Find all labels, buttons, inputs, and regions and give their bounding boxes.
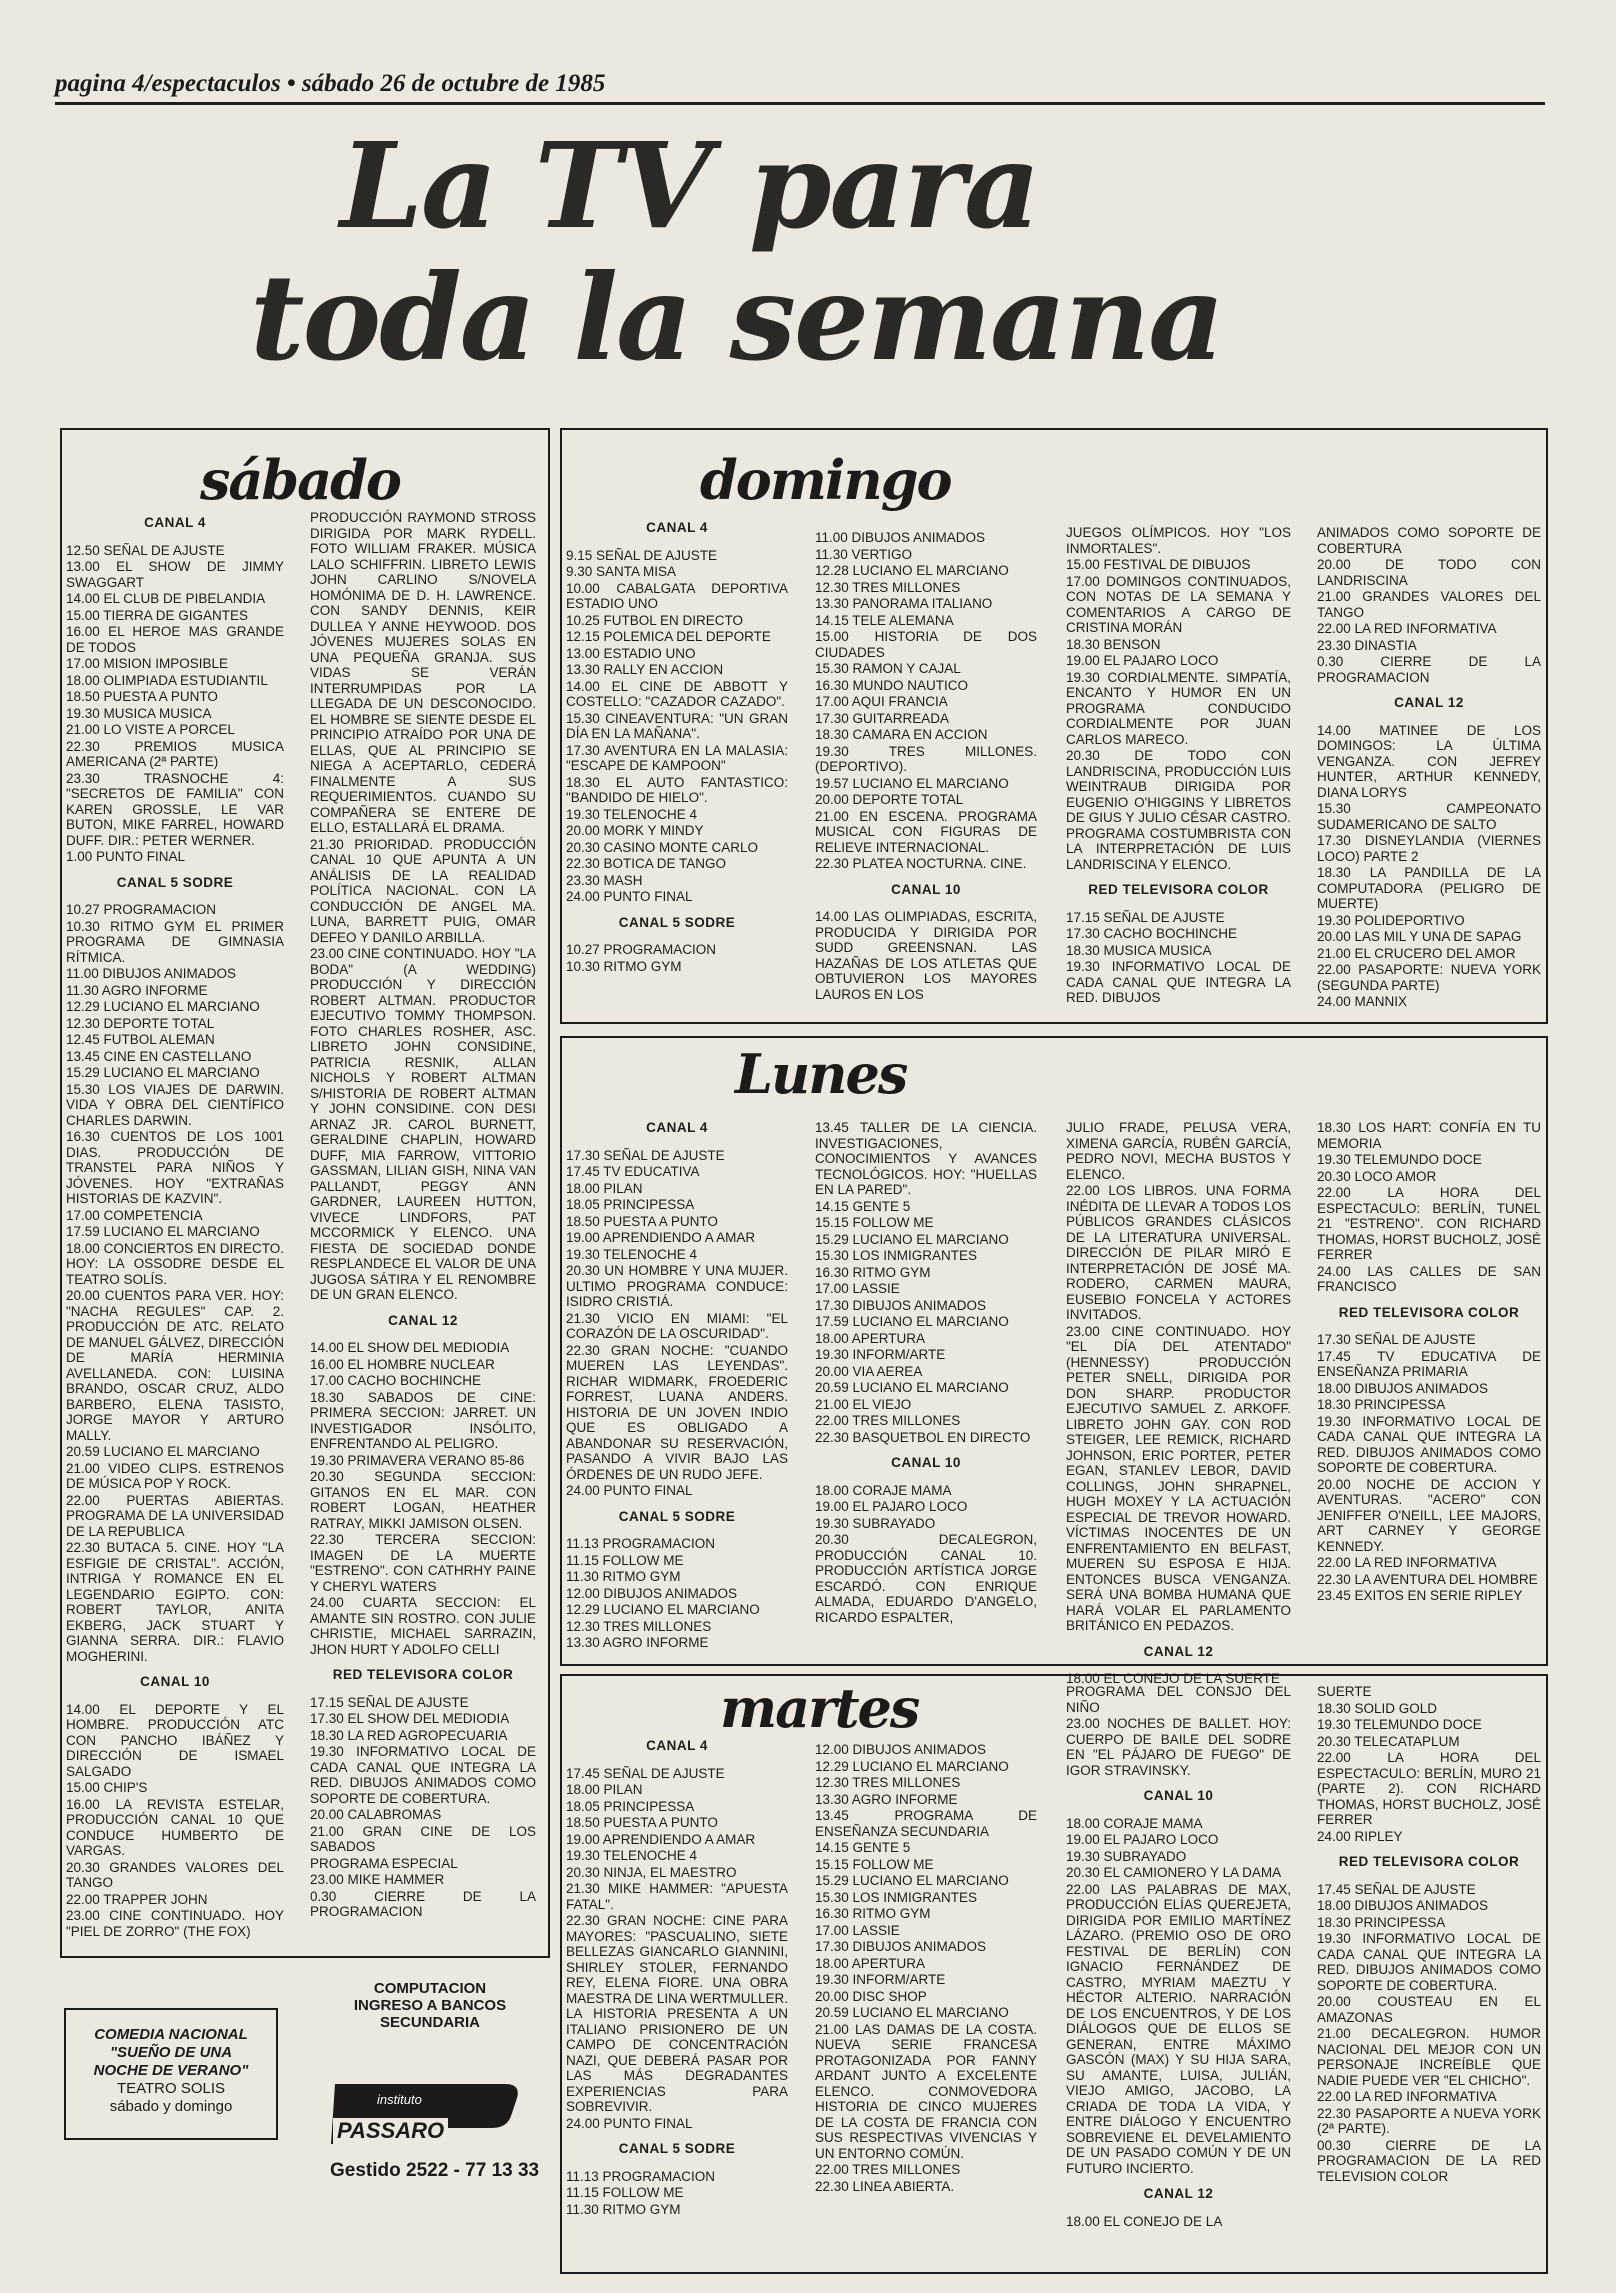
program-listing: 19.30 CORDIALMENTE. SIMPATÍA, ENCANTO Y HUMOR EN UN PROGRAMA CONDUCIDO CORDIALMENTE POR JUAN CARLOS MARECO. (1066, 669, 1291, 747)
channel-heading: CANAL 4 (646, 1120, 708, 1135)
martes-column-4 (1317, 1684, 1541, 2269)
program-listing: 18.30 CAMARA EN ACCION (815, 727, 988, 742)
program-listing: 16.30 RITMO GYM (815, 1906, 931, 1921)
program-listing: 14.00 EL CINE DE ABBOTT Y COSTELLO: "CAZADOR CAZADO". (566, 678, 788, 709)
program-listing: 20.00 CUENTOS PARA VER. HOY: "NACHA REGULES" CAP. 2. PRODUCCIÓN DE ATC. RELATO DE MANUEL GÁLVEZ, DIRECCIÓN DE MARÍA HERMINIA AVELLANEDA. CON: LUISINA BRANDO, OSCAR CRUZ, ALDO BARBERO, ELENA TASISTO, JORGE MAYOR Y ARTURO MALLY. (66, 1288, 284, 1443)
program-listing: 11.15 FOLLOW ME (566, 2185, 684, 2200)
program-listing: 18.30 PRINCIPESSA (1317, 1914, 1446, 1930)
program-listing: 18.00 DIBUJOS ANIMADOS (1317, 1898, 1489, 1913)
program-listing: 15.29 LUCIANO EL MARCIANO (66, 1065, 260, 1080)
program-listing: 17.00 LASSIE (815, 1281, 900, 1296)
teatro-ad-line-2: "SUEÑO DE UNA (109, 2044, 233, 2061)
channel-heading: CANAL 4 (646, 520, 708, 535)
program-listing: 11.30 VERTIGO (815, 546, 913, 562)
program-listing: 15.29 LUCIANO EL MARCIANO (815, 1231, 1009, 1247)
program-listing: 20.00 COUSTEAU EN EL AMAZONAS (1317, 1994, 1541, 2025)
program-listing: 20.59 LUCIANO EL MARCIANO (815, 1380, 1009, 1395)
program-listing: 19.30 TELENOCHE 4 (566, 1848, 698, 1863)
program-listing: 19.30 SUBRAYADO (815, 1515, 936, 1531)
program-listing: 17.30 CACHO BOCHINCHE (1066, 926, 1238, 941)
program-listing: 22.30 BASQUETBOL EN DIRECTO (815, 1429, 1031, 1445)
program-listing: 18.05 PRINCIPESSA (566, 1798, 695, 1814)
program-listing: 17.30 SEÑAL DE AJUSTE (566, 1147, 725, 1163)
program-listing: 18.30 MUSICA MUSICA (1066, 942, 1212, 958)
program-listing: 17.00 COMPETENCIA (66, 1207, 203, 1223)
program-listing: 18.50 PUESTA A PUNTO (566, 1213, 718, 1229)
program-listing: 18.00 DIBUJOS ANIMADOS (1317, 1380, 1489, 1396)
program-listing: 22.30 BUTACA 5. CINE. HOY "LA ESFIGIE DE CRISTAL". ACCIÓN, INTRIGA Y ROMANCE EN EL LEGENDARIO EGIPTO. CON: ROBERT TAYLOR, ANITA EKBERG, JACK STUART Y GIANNA SERRA. DIR.: FLAVIO MOGHERINI. (66, 1540, 284, 1664)
passaro-ad-text (320, 1980, 540, 2031)
program-listing: 17.00 AQUI FRANCIA (815, 694, 948, 709)
lunes-heading: Lunes (735, 1042, 907, 1106)
program-listing: 17.30 DIBUJOS ANIMADOS (815, 1939, 987, 1954)
program-listing: 19.30 TRES MILLONES. (DEPORTIVO). (815, 743, 1037, 774)
program-listing: 13.45 TALLER DE LA CIENCIA. INVESTIGACIONES, CONOCIMIENTOS Y AVANCES TECNOLÓGICOS. HOY: "HUELLAS EN LA PARED". (815, 1120, 1037, 1197)
program-listing: 14.00 EL DEPORTE Y EL HOMBRE. PRODUCCIÓN ATC CON PANCHO IBÁÑEZ Y DIRECCIÓN DE ISMAEL SALGADO (66, 1701, 284, 1779)
program-listing: 22.00 LA RED INFORMATIVA (1317, 2089, 1497, 2104)
program-listing: ANIMADOS COMO SOPORTE DE COBERTURA (1317, 525, 1541, 556)
channel-heading: CANAL 5 SODRE (116, 874, 234, 890)
channel-heading: CANAL 10 (140, 1674, 210, 1689)
lunes-column-2 (815, 1120, 1037, 1660)
program-listing: 21.00 EN ESCENA. PROGRAMA MUSICAL CON FIGURAS DE RELIEVE INTERNACIONAL. (815, 808, 1037, 855)
program-listing: 17.45 SEÑAL DE AJUSTE (566, 1765, 725, 1781)
program-listing: 18.00 EL CONEJO DE LA (1066, 2213, 1223, 2229)
channel-heading: CANAL 12 (1394, 695, 1464, 710)
program-listing: 20.30 DE TODO CON LANDRISCINA, PRODUCCIÓN LUIS WEINTRAUB DIRIGIDA POR EUGENIO O'HIGGINS Y LIBRETOS DE GIUS Y JULIO CÉSAR CASTRO. PROGRAMA COSTUMBRISTA CON LA INTERPRETACIÓN DE LUIS LANDRISCINA Y ELENCO. (1066, 748, 1291, 872)
program-listing: 17.59 LUCIANO EL MARCIANO (815, 1314, 1009, 1329)
program-listing: 15.30 LOS VIAJES DE DARWIN. VIDA Y OBRA DEL CIENTÍFICO CHARLES DARWIN. (66, 1081, 284, 1128)
program-listing: 12.15 POLEMICA DEL DEPORTE (566, 629, 771, 644)
program-listing: 23.45 EXITOS EN SERIE RIPLEY (1317, 1588, 1523, 1603)
program-listing: 20.30 UN HOMBRE Y UNA MUJER. ULTIMO PROGRAMA CONDUCE: ISIDRO CRISTIÁ. (566, 1263, 788, 1309)
program-listing: 12.00 DIBUJOS ANIMADOS (815, 1742, 987, 1757)
program-listing: 24.00 PUNTO FINAL (566, 1483, 693, 1498)
program-listing: 18.30 BENSON (1066, 636, 1161, 652)
passaro-logo (325, 2082, 525, 2146)
program-listing: 10.00 CABALGATA DEPORTIVA ESTADIO UNO (566, 580, 788, 611)
program-listing: 1.00 PUNTO FINAL (66, 849, 186, 864)
program-listing: 17.30 AVENTURA EN LA MALASIA: "ESCAPE DE KAMPOON" (566, 742, 788, 773)
program-listing: 23.00 CINE CONTINUADO. HOY "PIEL DE ZORRO" (THE FOX) (66, 1908, 284, 1939)
domingo-heading: domingo (700, 448, 951, 512)
program-listing: 15.00 FESTIVAL DE DIBUJOS (1066, 557, 1251, 572)
program-listing: 22.00 LOS LIBROS. UNA FORMA INÉDITA DE LLEVAR A TODOS LOS PÚBLICOS GRANDES CLÁSICOS DE LA LITERATURA UNIVERSAL. DIRECCIÓN DE PILAR MIRÓ E INTERPRETACIÓN DE JOSÉ MA. RODERO, CARMEN MAURA, EUSEBIO FONCELA Y ACTORES INVITADOS. (1066, 1183, 1291, 1322)
program-listing: 16.30 MUNDO NAUTICO (815, 677, 969, 693)
program-listing: 22.00 LA RED INFORMATIVA (1317, 621, 1497, 636)
program-listing: 19.57 LUCIANO EL MARCIANO (815, 775, 1009, 791)
program-listing: 18.30 PRINCIPESSA (1317, 1397, 1446, 1412)
program-listing: 18.00 OLIMPIADA ESTUDIANTIL (66, 672, 268, 688)
program-listing: 15.15 FOLLOW ME (815, 1215, 934, 1230)
passaro-logo-small-text: instituto (377, 2092, 422, 2107)
domingo-column-4 (1317, 525, 1541, 1015)
program-listing: 19.30 TELEMUNDO DOCE (1317, 1152, 1482, 1167)
program-listing: 17.00 MISION IMPOSIBLE (66, 656, 229, 671)
program-listing: 14.00 EL CLUB DE PIBELANDIA (66, 591, 266, 606)
program-listing: 20.30 DECALEGRON, PRODUCCIÓN CANAL 10. PRODUCCIÓN ARTÍSTICA JORGE ESCARDÓ. CON ENRIQUE ALMADA, EDUARDO D'ANGELO, RICARDO ESPALTER, (815, 1532, 1037, 1625)
lunes-column-1 (566, 1110, 788, 1660)
program-listing: 18.50 PUESTA A PUNTO (566, 1815, 718, 1830)
program-listing: 20.59 LUCIANO EL MARCIANO (66, 1444, 260, 1459)
program-listing: 12.30 TRES MILLONES (566, 1618, 712, 1634)
martes-heading: martes (720, 1676, 919, 1740)
program-listing: 12.29 LUCIANO EL MARCIANO (66, 999, 260, 1014)
program-listing: 16.30 CUENTOS DE LOS 1001 DIAS. PRODUCCIÓN DE TRANSTEL PARA NIÑOS Y JÓVENES. HOY "EXTRAÑAS HISTORIAS DE KAZVIN". (66, 1129, 284, 1206)
program-listing: 18.30 SOLID GOLD (1317, 1700, 1438, 1716)
channel-heading: RED TELEVISORA COLOR (332, 1667, 514, 1682)
program-listing: 20.30 GRANDES VALORES DEL TANGO (66, 1859, 284, 1890)
program-listing: 11.30 RITMO GYM (566, 2201, 681, 2217)
program-listing: 18.30 LA PANDILLA DE LA COMPUTADORA (PELIGRO DE MUERTE) (1317, 865, 1541, 911)
program-listing: 20.00 LAS MIL Y UNA DE SAPAG (1317, 929, 1522, 944)
program-listing: SUERTE (1317, 1684, 1372, 1699)
program-listing: 21.30 VICIO EN MIAMI: "EL CORAZÓN DE LA OSCURIDAD". (566, 1310, 788, 1341)
program-listing: 15.00 TIERRA DE GIGANTES (66, 607, 249, 623)
program-listing: 13.00 ESTADIO UNO (566, 645, 696, 661)
program-listing: 15.00 HISTORIA DE DOS CIUDADES (815, 629, 1037, 660)
program-listing: 17.45 SEÑAL DE AJUSTE (1317, 1881, 1476, 1897)
martes-column-2 (815, 1742, 1037, 2270)
program-listing: 23.30 TRASNOCHE 4: "SECRETOS DE FAMILIA" CON KAREN GROSSLE, LE VAR BUTON, MIKE FARREL, HOWARD DUFF. DIR.: PETER WERNER. (66, 770, 284, 848)
program-listing: 24.00 LAS CALLES DE SAN FRANCISCO (1317, 1263, 1541, 1294)
lunes-column-3 (1066, 1120, 1291, 1686)
program-listing: 19.30 INFORM/ARTE (815, 1972, 946, 1987)
program-listing: 0.30 CIERRE DE LA PROGRAMACION (310, 1888, 536, 1919)
page-title (250, 116, 1340, 387)
program-listing: 10.25 FUTBOL EN DIRECTO (566, 612, 744, 628)
program-listing: 11.15 FOLLOW ME (566, 1552, 684, 1568)
program-listing: JUEGOS OLÍMPICOS. HOY "LOS INMORTALES". (1066, 525, 1291, 556)
program-listing: 19.30 TELENOCHE 4 (566, 806, 698, 822)
program-listing: 20.00 DEPORTE TOTAL (815, 792, 964, 807)
program-listing: 21.00 GRAN CINE DE LOS SABADOS (310, 1823, 536, 1854)
channel-heading: CANAL 5 SODRE (618, 914, 736, 930)
program-listing: 19.00 APRENDIENDO A AMAR (566, 1230, 756, 1245)
program-listing: 12.29 LUCIANO EL MARCIANO (815, 1758, 1009, 1774)
sabado-column-2 (310, 510, 536, 1950)
program-listing: 17.30 DIBUJOS ANIMADOS (815, 1297, 987, 1313)
program-listing: 17.30 EL SHOW DEL MEDIODIA (310, 1711, 510, 1726)
program-listing: 11.30 AGRO INFORME (66, 982, 208, 998)
program-listing: 11.30 RITMO GYM (566, 1569, 681, 1584)
program-listing: 9.15 SEÑAL DE AJUSTE (566, 547, 718, 563)
martes-column-1 (566, 1728, 788, 2268)
program-listing: 18.00 PILAN (566, 1180, 643, 1196)
program-listing: 18.30 LA RED AGROPECUARIA (310, 1727, 508, 1743)
channel-heading: RED TELEVISORA COLOR (1338, 1854, 1520, 1869)
program-listing: 15.15 FOLLOW ME (815, 1856, 934, 1872)
program-listing: 18.00 EL CONEJO DE LA SUERTE (1066, 1671, 1280, 1686)
program-listing: 17.30 SEÑAL DE AJUSTE (1317, 1332, 1476, 1347)
program-listing: 12.45 FUTBOL ALEMAN (66, 1032, 215, 1047)
program-listing: 12.28 LUCIANO EL MARCIANO (815, 563, 1009, 578)
program-listing: 12.30 DEPORTE TOTAL (66, 1015, 215, 1031)
channel-heading: RED TELEVISORA COLOR (1088, 882, 1269, 897)
program-listing: 10.30 RITMO GYM (566, 958, 682, 974)
program-listing: 21.00 VIDEO CLIPS. ESTRENOS DE MÚSICA POP Y ROCK. (66, 1460, 284, 1491)
program-listing: 20.30 EL CAMIONERO Y LA DAMA (1066, 1865, 1282, 1880)
program-listing: 17.30 DISNEYLANDIA (VIERNES LOCO) PARTE 2 (1317, 833, 1541, 864)
program-listing: 21.30 MIKE HAMMER: "APUESTA FATAL". (566, 1881, 788, 1912)
channel-heading: CANAL 12 (1143, 1643, 1214, 1659)
sabado-heading: sábado (200, 448, 400, 512)
program-listing: 15.30 CINEAVENTURA: "UN GRAN DÍA EN LA MAÑANA". (566, 710, 788, 741)
program-listing: 22.00 LA HORA DEL ESPECTACULO: BERLÍN, MURO 21 (PARTE 2). CON RICHARD THOMAS, HORST BUCHOLZ, JOSÉ FERRER (1317, 1750, 1541, 1827)
program-listing: 15.29 LUCIANO EL MARCIANO (815, 1873, 1009, 1888)
domingo-column-3 (1066, 525, 1291, 1015)
program-listing: 19.30 INFORMATIVO LOCAL DE CADA CANAL QUE INTEGRA LA RED. DIBUJOS ANIMADOS COMO SOPORTE DE COBERTURA. (1317, 1931, 1541, 1993)
program-listing: 20.00 NOCHE DE ACCION Y AVENTURAS. "ACERO" CON JENIFFER O'NEILL, LEE MAJORS, ART CARNEY Y GEORGE KENNEDY. (1317, 1476, 1541, 1554)
martes-column-3 (1066, 1684, 1291, 2269)
program-listing: 22.00 TRAPPER JOHN (66, 1891, 208, 1907)
program-listing: 17.59 LUCIANO EL MARCIANO (66, 1224, 260, 1239)
program-listing: 20.30 CASINO MONTE CARLO (566, 839, 759, 855)
channel-heading: CANAL 12 (388, 1312, 458, 1328)
channel-heading: RED TELEVISORA COLOR (1338, 1304, 1520, 1320)
program-listing: 12.50 SEÑAL DE AJUSTE (66, 542, 225, 558)
program-listing: 12.30 TRES MILLONES (815, 1775, 961, 1790)
program-listing: 17.15 SEÑAL DE AJUSTE (1066, 909, 1225, 925)
teatro-ad-line-5: sábado y domingo (109, 2098, 233, 2115)
program-listing: 16.00 EL HOMBRE NUCLEAR (310, 1356, 495, 1372)
program-listing: 19.30 INFORMATIVO LOCAL DE CADA CANAL QUE INTEGRA LA RED. DIBUJOS ANIMADOS COMO SOPORTE DE COBERTURA. (310, 1744, 536, 1806)
program-listing: 21.00 LO VISTE A PORCEL (66, 722, 235, 737)
program-listing: 18.00 CORAJE MAMA (815, 1482, 952, 1498)
program-listing: 18.00 CONCIERTOS EN DIRECTO. HOY: LA OSSODRE DESDE EL TEATRO SOLÍS. (66, 1240, 284, 1287)
program-listing: 13.30 AGRO INFORME (566, 1635, 709, 1650)
program-listing: 23.00 CINE CONTINUADO. HOY "EL DÍA DEL ATENTADO" (HENNESSY) PRODUCCIÓN PETER SNELL, DIRIGIDA POR DON SHARP. PRODUCTOR EJECUTIVO SAMUEL Z. ARKOFF. LIBRETO JOHN GAY. CON ROD STEIGER, LEE REMICK, RICHARD JOHNSON, ERIC PORTER, PETER EGAN, STANLEV LEBOR, DAVID COLLINGS, JOHN SHRAPNEL, HUGH MOXEY Y LA ACTUACIÓN ESPECIAL DE TREVOR HOWARD. VÍCTIMAS INOCENTES DE UN ENFRENTAMIENTO EN BELFAST, MUEREN SU ESPOSA E HIJA. ENTONCES BUSCA VENGANZA. SERÁ UNA BOMBA HUMANA QUE HARÁ VOLAR EL PARLAMENTO BRITÁNICO EN PEDAZOS. (1066, 1323, 1291, 1633)
program-listing: 11.13 PROGRAMACION (566, 1536, 716, 1551)
program-listing: 22.00 LAS PALABRAS DE MAX, PRODUCCIÓN ELÍAS QUEREJETA, DIRIGIDA POR EMILIO MARTÍNEZ LÁZARO. (PREMIO OSO DE ORO FESTIVAL DE BERLÍN) CON IGNACIO FERNÁNDEZ DE CASTRO, MYRIAM MAEZTU Y HÉCTOR ALTERIO. NARRACIÓN DE LOS ENCUENTROS, Y DE LOS DIÁLOGOS QUE DE ELLOS SE GENERAN, ENTRE MÁXIMO GASCÓN (MAX) Y SU HIJA SARA, SU AMANTE, LUISA, JULIÁN, VIEJO AMIGO, JACOBO, LA CRIADA DE TODA LA VIDA, Y ENTRE DIÁLOGO Y ENCUENTRO SOBREVIENE EL DEVELAMIENTO DE UN PASADO COMÚN Y DE UN FUTURO INCIERTO. (1066, 1881, 1291, 2176)
program-listing: 24.00 CUARTA SECCION: EL AMANTE SIN ROSTRO. CON JULIE CHRISTIE, MICHAEL SARRAZIN, JHON HURT Y ADOLFO CELLI (310, 1595, 536, 1657)
program-listing: 22.30 PLATEA NOCTURNA. CINE. (815, 856, 1027, 871)
program-listing: 14.15 GENTE 5 (815, 1198, 911, 1214)
channel-heading: CANAL 10 (1143, 1788, 1214, 1803)
program-listing: 20.00 DE TODO CON LANDRISCINA (1317, 557, 1541, 588)
program-listing: 23.30 DINASTIA (1317, 637, 1417, 653)
program-listing: 20.00 VIA AEREA (815, 1363, 923, 1379)
program-listing: 19.30 PRIMAVERA VERANO 85-86 (310, 1452, 525, 1468)
program-listing: 19.30 MUSICA MUSICA (66, 705, 212, 721)
program-listing: 18.05 PRINCIPESSA (566, 1197, 695, 1212)
domingo-column-2 (815, 530, 1037, 1018)
program-listing: 00.30 CIERRE DE LA PROGRAMACION DE LA RED TELEVISION COLOR (1317, 2137, 1541, 2184)
program-listing: 14.00 MATINEE DE LOS DOMINGOS: LA ÚLTIMA VENGANZA. CON JEFREY HUNTER, ARTHUR KENNEDY, DIANA LORYS (1317, 722, 1541, 800)
page-header: pagina 4/espectaculos • sábado 26 de octubre de 1985 (55, 70, 1545, 105)
program-listing: 15.30 LOS INMIGRANTES (815, 1889, 978, 1905)
channel-heading: CANAL 5 SODRE (618, 2141, 736, 2156)
program-listing: 18.00 APERTURA (815, 1330, 926, 1346)
program-listing: JULIO FRADE, PELUSA VERA, XIMENA GARCÍA, RUBÉN GARCÍA, PEDRO NOVI, MECHA BUSTOS Y ELENCO. (1066, 1120, 1291, 1182)
program-listing: 22.30 LA AVENTURA DEL HOMBRE (1317, 1571, 1538, 1587)
program-listing: 24.00 MANNIX (1317, 994, 1408, 1009)
program-listing: 20.30 SEGUNDA SECCION: GITANOS EN EL MAR. CON ROBERT LOGAN, HEATHER RATRAY, MIKKI JAMISON OLSEN. (310, 1469, 536, 1531)
program-listing: 16.00 LA REVISTA ESTELAR, PRODUCCIÓN CANAL 10 QUE CONDUCE HUMBERTO DE VARGAS. (66, 1796, 284, 1858)
program-listing: 22.00 TRES MILLONES (815, 1413, 961, 1428)
program-listing: 16.00 EL HEROE MAS GRANDE DE TODOS (66, 624, 284, 655)
program-listing: 10.27 PROGRAMACION (566, 942, 717, 957)
channel-heading: CANAL 4 (144, 515, 206, 530)
program-listing: 22.30 PREMIOS MUSICA AMERICANA (2ª PARTE) (66, 738, 284, 769)
program-listing: 19.00 EL PAJARO LOCO (1066, 1832, 1219, 1847)
passaro-logo-big-text: PASSARO (333, 2118, 448, 2144)
program-listing: 18.00 PILAN (566, 1782, 643, 1797)
program-listing: 23.30 MASH (566, 872, 643, 888)
program-listing: 13.30 RALLY EN ACCION (566, 662, 724, 677)
program-listing: 18.00 CORAJE MAMA (1066, 1815, 1203, 1831)
program-listing: 13.00 EL SHOW DE JIMMY SWAGGART (66, 559, 284, 590)
passaro-phone: Gestido 2522 - 77 13 33 (330, 2160, 540, 2181)
program-listing: 12.00 DIBUJOS ANIMADOS (566, 1585, 738, 1601)
channel-heading: CANAL 12 (1143, 2186, 1214, 2201)
program-listing: 21.00 EL CRUCERO DEL AMOR (1317, 945, 1516, 961)
teatro-ad-line-3: NOCHE DE VERANO" (93, 2062, 249, 2079)
program-listing: 20.30 LOCO AMOR (1317, 1168, 1437, 1184)
program-listing: 24.00 RIPLEY (1317, 1828, 1403, 1844)
program-listing: 17.00 CACHO BOCHINCHE (310, 1373, 482, 1388)
program-listing: 20.00 DISC SHOP (815, 1988, 927, 2004)
program-listing: 22.00 PUERTAS ABIERTAS. PROGRAMA DE LA UNIVERSIDAD DE LA REPUBLICA (66, 1492, 284, 1539)
program-listing: 14.15 TELE ALEMANA (815, 612, 954, 628)
program-listing: 22.30 GRAN NOCHE: CINE PARA MAYORES: "PASCUALINO, SIETE BELLEZAS GIANCARLO GIANNINI, SHIRLEY STOLER, FERNANDO REY, ELENA FIORE. UNA OBRA MAESTRA DE LINA WERTMULLER. LA HISTORIA PRESENTA A UN ITALIANO PRISIONERO DE UN CAMPO DE CONCENTRACIÓN NAZI, QUE DEBERÁ PASAR POR LAS MÁS DEGRADANTES EXPERIENCIAS PARA SOBREVIVIR. (566, 1913, 788, 2114)
program-listing: 19.00 APRENDIENDO A AMAR (566, 1831, 756, 1847)
program-listing: 15.30 LOS INMIGRANTES (815, 1248, 978, 1263)
teatro-ad-line-4: TEATRO SOLIS (116, 2080, 226, 2097)
program-listing: 22.30 PASAPORTE A NUEVA YORK (2ª PARTE). (1317, 2105, 1541, 2136)
program-listing: 14.00 EL SHOW DEL MEDIODIA (310, 1340, 510, 1355)
program-listing: 22.00 LA HORA DEL ESPECTACULO: BERLÍN, TUNEL 21 "ESTRENO". CON RICHARD THOMAS, HORST BUCHOLZ, JOSÉ FERRER (1317, 1185, 1541, 1262)
program-listing: 11.13 PROGRAMACION (566, 2168, 716, 2184)
channel-heading: CANAL 10 (891, 881, 961, 897)
teatro-ad-line-1: COMEDIA NACIONAL (94, 2026, 248, 2043)
program-listing: 23.00 CINE CONTINUADO. HOY "LA BODA" (A WEDDING) PRODUCCIÓN Y DIRECCIÓN ROBERT ALTMAN. PRODUCTOR EJECUTIVO TOMMY THOMPSON. FOTO CHARLES ROSHER, ASC. LIBRETO JOHN CONSIDINE, PATRICIA RESNIK, ALLAN NICHOLS Y ROBERT ALTMAN S/HISTORIA DE ROBERT ALTMAN Y JOHN CONSIDINE. CON DESI ARNAZ JR. CAROL BURNETT, GERALDINE CHAPLIN, HOWARD DUFF, MIA FARROW, VITTORIO GASSMAN, LILIAN GISH, NINA VAN PALLANDT, PEGGY ANN GARDNER, LAUREEN HUTTON, VIVECE LINDFORS, PAT MCCORMICK Y ELENCO. UNA FIESTA DE SOCIEDAD DONDE RESPLANDECE EL VALOR DE UNA JUGOSA SÁTIRA Y EL RENOMBRE DE UN GRAN ELENCO. (310, 946, 536, 1302)
program-listing: 19.30 POLIDEPORTIVO (1317, 912, 1465, 928)
program-listing: 22.00 PASAPORTE: NUEVA YORK (SEGUNDA PARTE) (1317, 962, 1541, 993)
program-listing: 11.00 DIBUJOS ANIMADOS (815, 530, 986, 545)
program-listing: 19.30 INFORM/ARTE (815, 1347, 946, 1362)
program-listing: 21.00 GRANDES VALORES DEL TANGO (1317, 589, 1541, 620)
program-listing: PRODUCCIÓN RAYMOND STROSS DIRIGIDA POR MARK RYDELL. FOTO WILLIAM FRAKER. MÚSICA LALO SCHIFFRIN. LIBRETO LEWIS JOHN CARLINO S/NOVELA HOMÓNIMA DE D. H. LAWRENCE. CON SANDY DENNIS, KEIR DULLEA Y ANNE HEYWOOD. DOS JÓVENES MUJERES SOLAS EN UNA PEQUEÑA GRANJA. SUS VIDAS SE VERÁN INTERRUMPIDAS POR LA LLEGADA DE UN DESCONOCIDO. EL HOMBRE SE SIENTE DESDE EL PRINCIPIO ATRAÍDO POR UNA DE ELLAS, QUE AL PRINCIPIO SE NIEGA A ACEPTARLO, CEDERÁ FINALMENTE A SUS REQUERIMIENTOS. CUANDO SU COMPAÑERA SE ENTERE DE ELLO, ESTALLARÁ EL DRAMA. (310, 510, 536, 835)
program-listing: 19.30 TELEMUNDO DOCE (1317, 1717, 1482, 1732)
program-listing: 20.30 NINJA, EL MAESTRO (566, 1864, 737, 1880)
program-listing: 9.30 SANTA MISA (566, 564, 677, 579)
channel-heading: CANAL 5 SODRE (618, 1508, 736, 1524)
program-listing: 22.00 LA RED INFORMATIVA (1317, 1555, 1497, 1570)
program-listing: 21.00 EL VIEJO (815, 1396, 912, 1412)
program-listing: 17.00 DOMINGOS CONTINUADOS, CON NOTAS DE LA SEMANA Y COMENTARIOS A CARGO DE CRISTINA MORÁN (1066, 573, 1291, 635)
program-listing: 17.45 TV EDUCATIVA DE ENSEÑANZA PRIMARIA (1317, 1348, 1541, 1379)
program-listing: 13.30 AGRO INFORME (815, 1791, 958, 1807)
program-listing: 17.00 LASSIE (815, 1922, 900, 1938)
title-line-2: toda la semana (250, 248, 1223, 387)
program-listing: 14.15 GENTE 5 (815, 1840, 911, 1855)
program-listing: 18.50 PUESTA A PUNTO (66, 689, 218, 704)
program-listing: 22.30 BOTICA DE TANGO (566, 856, 727, 871)
program-listing: 19.00 EL PAJARO LOCO (1066, 653, 1219, 668)
program-listing: 0.30 CIERRE DE LA PROGRAMACION (1317, 654, 1541, 685)
program-listing: 18.30 EL AUTO FANTASTICO: "BANDIDO DE HIELO". (566, 774, 788, 805)
program-listing: 18.30 SABADOS DE CINE: PRIMERA SECCION: JARRET. UN INVESTIGADOR INSÓLITO, ENFRENTANDO AL PELIGRO. (310, 1389, 536, 1451)
program-listing: 21.00 LAS DAMAS DE LA COSTA. NUEVA SERIE FRANCESA PROTAGONIZADA POR FANNY ARDANT JUNTO A EXCELENTE ELENCO. CONMOVEDORA HISTORIA DE CINCO MUJERES DE LA COSTA DE FRANCIA CON SUS RESPECTIVAS VIVENCIAS Y UN ENTORNO COMÚN. (815, 2021, 1037, 2161)
program-listing: 24.00 PUNTO FINAL (566, 889, 693, 904)
program-listing: 13.45 PROGRAMA DE ENSEÑANZA SECUNDARIA (815, 1808, 1037, 1839)
program-listing: PROGRAMA ESPECIAL (310, 1855, 458, 1871)
program-listing: 19.30 INFORMATIVO LOCAL DE CADA CANAL QUE INTEGRA LA RED. DIBUJOS (1066, 959, 1291, 1005)
program-listing: 15.00 CHIP'S (66, 1780, 148, 1795)
program-listing: 22.30 LINEA ABIERTA. (815, 2178, 955, 2194)
lunes-column-4 (1317, 1120, 1541, 1660)
program-listing: 22.30 TERCERA SECCION: IMAGEN DE LA MUERTE "ESTRENO". CON CATHRHY PAINE Y CHERYL WATERS (310, 1532, 536, 1594)
domingo-column-1 (566, 510, 788, 1015)
program-listing: 19.30 TELENOCHE 4 (566, 1246, 698, 1262)
program-listing: 24.00 PUNTO FINAL (566, 2115, 693, 2131)
program-listing: 12.29 LUCIANO EL MARCIANO (566, 1602, 760, 1617)
program-listing: 13.45 CINE EN CASTELLANO (66, 1048, 252, 1064)
passaro-ad-line-1: COMPUTACION (373, 1980, 487, 1997)
channel-heading: CANAL 4 (646, 1738, 708, 1753)
program-listing: 13.30 PANORAMA ITALIANO (815, 596, 993, 611)
program-listing: 18.30 LOS HART: CONFÍA EN TU MEMORIA (1317, 1120, 1541, 1151)
program-listing: 15.30 RAMON Y CAJAL (815, 661, 961, 676)
program-listing: 23.00 MIKE HAMMER (310, 1872, 445, 1887)
program-listing: 19.00 EL PAJARO LOCO (815, 1499, 968, 1514)
sabado-column-1 (66, 505, 284, 1945)
program-listing: 19.30 INFORMATIVO LOCAL DE CADA CANAL QUE INTEGRA LA RED. DIBUJOS ANIMADOS COMO SOPORTE DE COBERTURA. (1317, 1413, 1541, 1475)
passaro-ad-line-3: SECUNDARIA (379, 2014, 480, 2031)
program-listing: 10.30 RITMO GYM EL PRIMER PROGRAMA DE GIMNASIA RÍTMICA. (66, 918, 284, 965)
program-listing: 21.00 DECALEGRON. HUMOR NACIONAL DEL MEJOR CON UN PERSONAJE INCREÍBLE QUE NADIE PUEDE VER "EL CHICHO". (1317, 2026, 1541, 2088)
channel-heading: CANAL 10 (891, 1455, 961, 1470)
program-listing: 17.30 GUITARREADA (815, 710, 950, 726)
program-listing: 14.00 LAS OLIMPIADAS, ESCRITA, PRODUCIDA Y DIRIGIDA POR SUDD GREENSNAN. LAS HAZAÑAS DE LOS ATLETAS QUE OBTUVIERON LOS MAYORES LAUROS EN LOS (815, 909, 1037, 1002)
program-listing: 22.30 GRAN NOCHE: "CUANDO MUEREN LAS LEYENDAS". RICHAR WIDMARK, FROEDERIC FORREST, LUANA ANDERS. HISTORIA DE UN JOVEN INDIO QUE ES OBLIGADO A ABANDONAR SU RESERVACIÓN, PASANDO A VIVIR BAJO LAS ÓRDENES DE UN RUDO JEFE. (566, 1342, 788, 1482)
title-line-1: La TV para (340, 116, 1039, 255)
program-listing: 20.59 LUCIANO EL MARCIANO (815, 2005, 1009, 2020)
program-listing: 18.00 APERTURA (815, 1955, 926, 1971)
program-listing: 20.30 TELECATAPLUM (1317, 1733, 1460, 1749)
program-listing: 22.00 TRES MILLONES (815, 2162, 961, 2177)
program-listing: PROGRAMA DEL CONSJO DEL NIÑO (1066, 1684, 1291, 1715)
program-listing: 17.45 TV EDUCATIVA (566, 1164, 700, 1179)
program-listing: 20.00 MORK Y MINDY (566, 823, 704, 838)
program-listing: 15.30 CAMPEONATO SUDAMERICANO DE SALTO (1317, 801, 1541, 832)
program-listing: 20.00 CALABROMAS (310, 1807, 442, 1822)
program-listing: 21.30 PRIORIDAD. PRODUCCIÓN CANAL 10 QUE APUNTA A UN ANÁLISIS DE LA REALIDAD POLÍTICA NACIONAL. CON LA CONDUCCIÓN DE ANGEL MA. LUNA, BARRETT PUIG, OMAR DEFEO Y DANILO ARBILLA. (310, 836, 536, 945)
program-listing: 10.27 PROGRAMACION (66, 902, 217, 917)
passaro-ad-line-2: INGRESO A BANCOS (353, 1997, 507, 2014)
program-listing: 17.15 SEÑAL DE AJUSTE (310, 1694, 469, 1710)
program-listing: 16.30 RITMO GYM (815, 1264, 931, 1280)
program-listing: 12.30 TRES MILLONES (815, 579, 961, 595)
program-listing: 23.00 NOCHES DE BALLET. HOY: CUERPO DE BAILE DEL SODRE EN "EL PÁJARO DE FUEGO" DE IGOR STRAVINSKY. (1066, 1716, 1291, 1778)
teatro-ad (64, 2008, 278, 2140)
program-listing: 11.00 DIBUJOS ANIMADOS (66, 966, 237, 981)
program-listing: 19.30 SUBRAYADO (1066, 1848, 1187, 1864)
